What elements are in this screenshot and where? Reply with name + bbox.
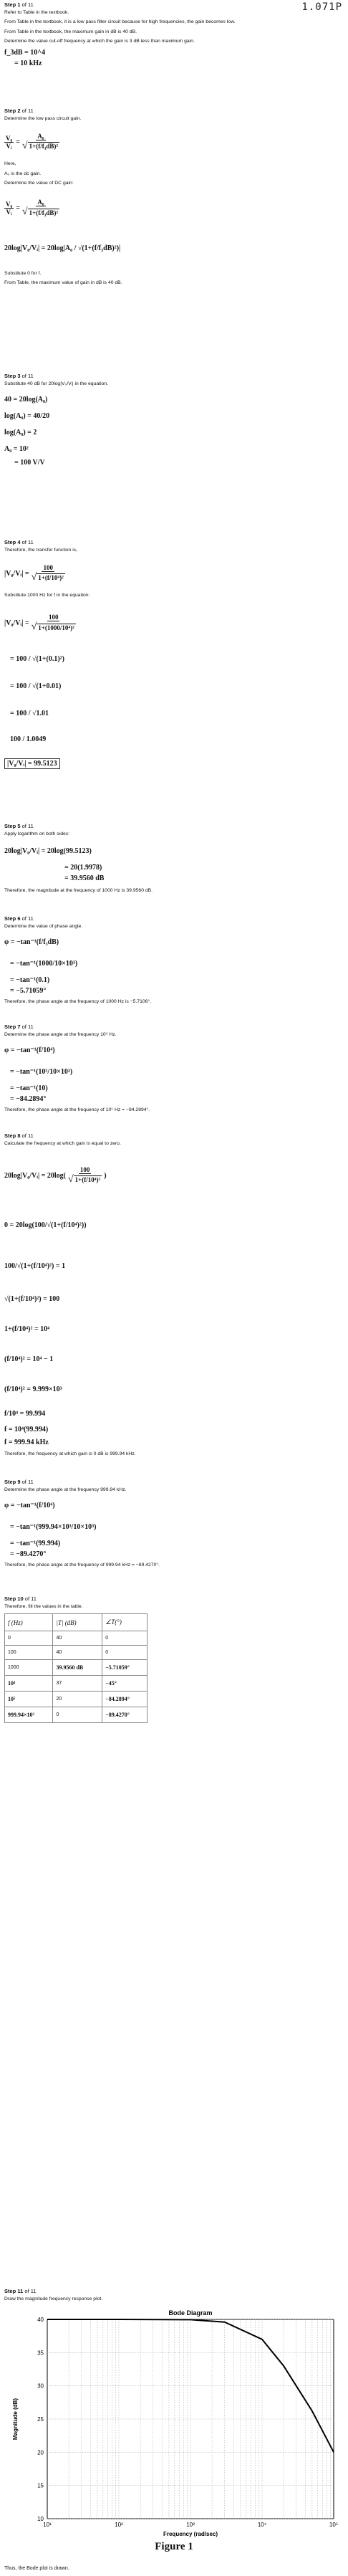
step-7 [4,1024,341,1117]
table-cell: 999.94×10³ [5,1707,53,1723]
equation: 100/√(1+(f/10⁴)²) = 1 [4,1261,66,1270]
equation: 40 = 20log(A₀) [4,396,48,404]
table-cell: −89.4270° [102,1707,148,1723]
text-line: From Table in the textbook, the maximum gain in dB is 40 dB. [4,29,137,34]
text-line: From Table in the textbook, it is a low pass filter circuit because for high frequencies, the gain becomes low. [4,19,236,25]
x-axis-label: Frequency (rad/sec) [163,2531,218,2537]
table-cell: 100 [5,1646,53,1660]
document-id: 1.071P [301,1,342,13]
equation: 100 / 1.0049 [10,735,47,744]
equation: = −tan⁻¹(999.94×10³/10×10³) [10,1522,97,1531]
equation: (f/10⁴)² = 10⁴ − 1 [4,1355,54,1363]
equation: = 100 / √(1+(0.1)²) [10,655,64,664]
transfer-function-equation: |V₀/Vᵢ| = 100 √ 1+(f/10⁴)² [4,563,64,583]
equation: = −tan⁻¹(99.994) [10,1540,61,1548]
step-title: Step 9 of 11 [4,1479,34,1485]
equation: 0 = 20log(100/√(1+(f/10⁴)²)) [4,1221,87,1229]
table-cell: 37 [53,1676,102,1692]
text-line: Here, [4,161,16,167]
step-title: Step 11 of 11 [4,2288,37,2294]
table-row [5,1660,148,1676]
figure-caption: Figure 1 [155,2541,193,2552]
text-line: Therefore, the phase angle at the frequency of 1000 Hz is −5.7106°. [4,999,152,1005]
y-tick-label: 30 [37,2382,44,2390]
text-line: Substitute 40 dB for 20log|V₀/Vᵢ| in the equation. [4,381,108,386]
step-8 [4,1132,341,1461]
step-6 [4,915,341,1009]
x-tick-label: 10³ [186,2522,195,2528]
text-line: Substitute 0 for f. [4,270,42,276]
equation: log(A₀) = 2 [4,429,37,437]
table-cell: 39.9560 dB [53,1660,102,1676]
table-cell: 40 [53,1631,102,1646]
text-line: Draw the magnitude frequency response plot. [4,2296,103,2301]
table-row [5,1631,148,1646]
text-line: Determine the low pass circuit gain. [4,116,82,121]
boxed-result: |V₀/Vᵢ| = 99.5123 [4,758,60,769]
step-1 [4,1,341,70]
equation: (f/10⁴)² = 9.999×10³ [4,1385,62,1393]
equation: log(A₀) = 40/20 [4,412,50,421]
gain-equation: $\frac{\text{V₀}}{\text{Vᵢ}}$ = A₀ √ 1+(f/f₃dB)² [6,199,59,218]
gain-db-equation: 20log|V₀/Vᵢ| = 20log|A₀ / √(1+(f/f₃dB)²)| [4,244,121,253]
step-10 [4,1595,341,1723]
text-line: Determine the phase angle at the frequency 999.94 kHz. [4,1487,127,1492]
step-title: Step 6 of 11 [4,915,34,922]
step-9 [4,1479,341,1573]
y-tick-label: 35 [37,2350,44,2357]
y-tick-label: 20 [37,2449,44,2456]
table-row [5,1707,148,1723]
x-tick-label: 10² [115,2522,123,2528]
y-tick-label: 10 [37,2516,44,2522]
column-header: ∠T(°) [102,1614,148,1631]
table-cell: 0 [53,1707,102,1723]
table-cell: 40 [53,1646,102,1660]
step-title: Step 10 of 11 [4,1595,37,1602]
footer-text: Thus, the Bode plot is drawn. [4,2566,69,2571]
text-line: Determine the value cut-off frequency at which the gain is 3 dB less than maximum gain. [4,39,195,44]
equation: f_3dB = 10^4 [4,48,46,57]
y-tick-label: 25 [37,2416,44,2423]
text-line: Therefore, fill the values in the table. [4,1604,83,1609]
table-row [5,1646,148,1660]
bode-chart [4,2304,344,2540]
y-axis-label: Magnitude (dB) [12,2398,19,2441]
column-header: |T| (dB) [53,1614,102,1631]
step-4 [4,539,341,778]
x-tick-label: 10¹ [43,2522,52,2528]
equation: 1+(f/10⁴)² = 10⁴ [4,1325,50,1333]
equation: = −tan⁻¹(10⁵/10×10³) [10,1067,73,1076]
table-cell: 1000 [5,1660,53,1676]
text-line: Therefore, the transfer function is, [4,548,78,553]
table-row [5,1692,148,1707]
equation: = 39.9560 dB [64,874,105,883]
table-cell: −84.2894° [102,1692,148,1707]
equation: = −tan⁻¹(10) [10,1084,48,1093]
bode-chart-svg [4,2304,344,2540]
step-3 [4,373,341,469]
equation: f = 10⁴(99.994) [4,1425,49,1434]
table-cell: 10⁴ [5,1676,53,1692]
text-line: Therefore, the magnitude at the frequency of 1000 Hz is 39.9560 dB. [4,888,153,894]
step-title: Step 7 of 11 [4,1024,34,1030]
table-cell: 0 [102,1646,148,1660]
table-cell: 20 [53,1692,102,1707]
equation: f = 999.94 kHz [4,1438,49,1446]
transfer-function-equation: $\frac{\text{V₀}}{\text{Vᵢ}}$ = A₀ √ 1+(f/f₃dB)² [6,132,59,151]
equation: = 10 kHz [14,59,42,67]
equation: φ = −tan⁻¹(f/10⁴) [4,1046,55,1054]
equation: = −5.71059° [10,987,47,996]
x-tick-label: 10⁴ [257,2522,267,2528]
equation: 20log|V₀/Vᵢ| = 20log(99.5123) [4,846,92,855]
table-cell: 0 [5,1631,53,1646]
table-cell: 0 [102,1631,148,1646]
text-line: Refer to Table in the textbook. [4,10,69,15]
x-tick-label: 10⁵ [329,2522,339,2528]
equation: = 100 / √(1+0.01) [10,682,62,691]
y-tick-label: 40 [37,2317,44,2323]
column-header: f (Hz) [5,1614,53,1631]
chart-title: Bode Diagram [168,2309,213,2317]
text-line: Therefore, the phase angle at the frequency of 10⁵ Hz = −84.2894°. [4,1107,150,1113]
equation: = −89.4270° [10,1550,47,1559]
step-title: Step 8 of 11 [4,1132,34,1139]
text-line: Determine the value of phase angle. [4,924,83,929]
summary-table [4,1613,148,1723]
equation: = 20(1.9978) [64,864,102,872]
step-title: Step 1 of 11 [4,1,34,8]
table-row [5,1676,148,1692]
text-line: A₀ is the dc gain. [4,171,42,176]
step-5 [4,823,341,898]
step-title: Step 5 of 11 [4,823,34,829]
equation: = 100 V/V [14,459,45,467]
step-title: Step 4 of 11 [4,539,34,545]
table-cell: 10⁵ [5,1692,53,1707]
equation: A₀ = 10² [4,445,29,454]
text-line: From Table, the maximum value of gain in dB is 40 dB. [4,280,122,286]
table-header-row [5,1614,148,1631]
table-cell: −45° [102,1676,148,1692]
step-title: Step 3 of 11 [4,373,34,379]
equation: φ = −tan⁻¹(f/10⁴) [4,1501,55,1509]
equation: = −84.2894° [10,1095,47,1104]
gain-zero-equation: 20log|V₀/Vᵢ| = 20log( 100 √ 1+(f/10⁴)² ) [4,1165,107,1185]
text-line: Therefore, the phase angle at the frequency of 999.94 kHz = −89.4270°. [4,1563,160,1568]
y-tick-label: 15 [37,2482,44,2489]
equation: f/10⁴ = 99.994 [4,1409,46,1418]
equation [4,753,341,775]
step-2 [4,108,341,290]
text-line: Substitute 1000 Hz for f in the equation: [4,593,90,598]
table-cell: −5.71059° [102,1660,148,1676]
text-line: Determine the phase angle at the frequency 10⁵ Hz. [4,1032,117,1037]
text-line: Calculate the frequency at which gain is equal to zero. [4,1141,121,1146]
text-line: Therefore, the frequency at which gain is 0 dB is 999.94 kHz. [4,1451,136,1457]
substitution-equation: |V₀/Vᵢ| = 100 √ 1+(1000/10⁴)² [4,614,74,633]
step-title: Step 2 of 11 [4,108,34,114]
text-line: Determine the value of DC gain: [4,181,74,186]
equation: φ = −tan⁻¹(f/f₃dB) [4,938,59,946]
equation: √(1+(f/10⁴)²) = 100 [4,1294,60,1303]
text-line: Apply logarithm on both sides: [4,831,70,836]
equation: = −tan⁻¹(1000/10×10³) [10,959,78,968]
equation: = −tan⁻¹(0.1) [10,976,50,985]
equation: = 100 / √1.01 [10,710,49,718]
